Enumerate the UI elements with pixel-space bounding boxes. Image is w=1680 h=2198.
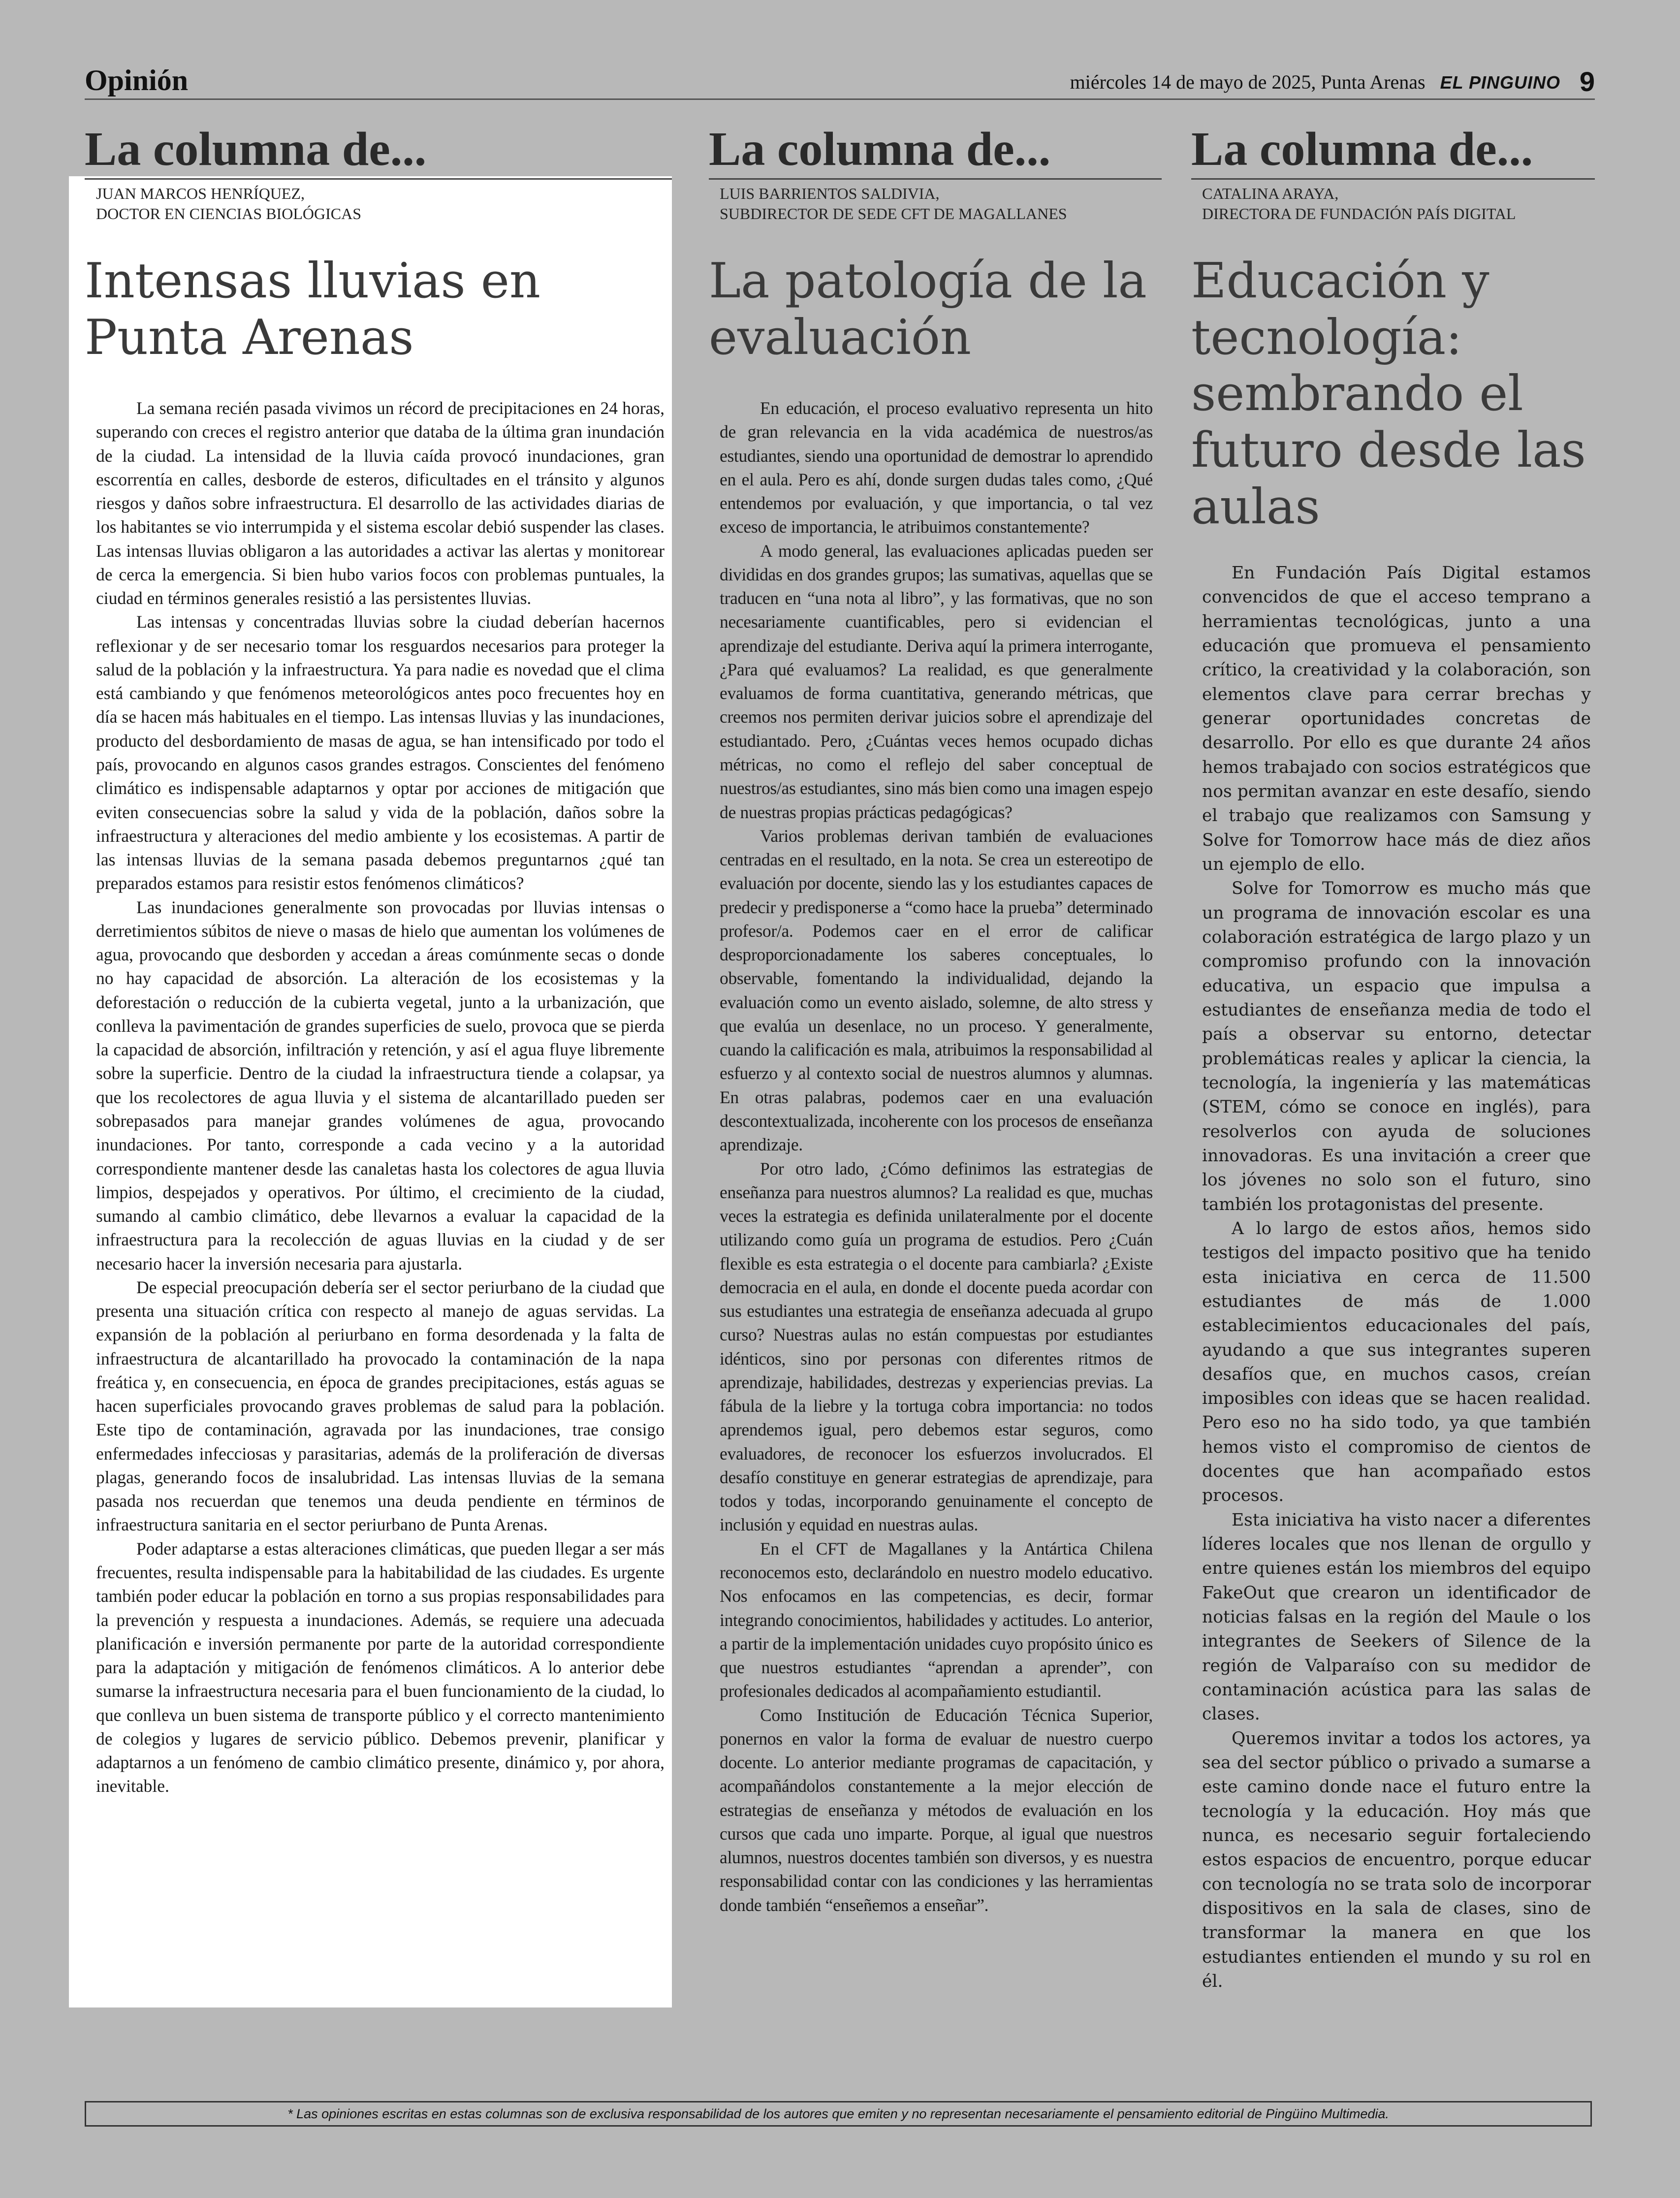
author-name: CATALINA ARAYA, <box>1202 184 1339 202</box>
kicker-rule <box>85 178 672 180</box>
footer-disclaimer: * Las opiniones escritas en estas columnas son de exclusiva responsabilidad de los autores que emiten y no representan necesariamente el pensamiento editorial de Pingüino Multimedia. <box>85 2101 1592 2127</box>
paragraph: En educación, el proceso evaluativo representa un hito de gran relevancia en la vida académica de nuestros/as estudiantes, siendo una oportunidad de demostrar lo aprendido en el aula. Pero es ahí, donde surgen dudas tales como, ¿Qué entendemos por evaluación, y que importancia, o tal vez exceso de importancia, le atribuimos constantemente? <box>720 398 1153 537</box>
article-body <box>720 396 1153 1917</box>
paragraph: Como Institución de Educación Técnica Superior, ponernos en valor la forma de evaluar de nuestro cuerpo docente. Lo anterior mediante programas de capacitación, y acompañándolos constantemente a la mejor elección de estrategias de enseñanza y métodos de evaluación en los cursos que cada uno imparte. Porque, al igual que nuestros alumnos, nuestros docentes también son diversos, y es nuestra responsabilidad contar con las condiciones y las herramientas donde también “enseñemos a enseñar”. <box>720 1705 1153 1915</box>
date-place: miércoles 14 de mayo de 2025, Punta Arenas <box>1070 71 1426 93</box>
column-kicker: La columna de... <box>85 123 427 176</box>
paragraph: Poder adaptarse a estas alteraciones climáticas, que pueden llegar a ser más frecuentes, resulta indispensable para la habitabilidad de las ciudades. Es urgente también poder educar la población en torno a sus propias responsabilidades para la prevención y respuesta a inundaciones. Además, se requiere una adecuada planificación e inversión permanente por parte de la autoridad correspondiente para la adaptación y mitigación de fenómenos climáticos. A lo anterior debe sumarse la infraestructura necesaria para el buen funcionamiento de la ciudad, lo que conlleva un buen sistema de transporte público y el correcto mantenimiento de colegios y lugares de servicio público. Debemos prevenir, planificar y adaptarnos a un fenómeno de cambio climático presente, dinámico y, por ahora, inevitable. <box>96 1538 665 1796</box>
kicker-rule <box>709 178 1162 180</box>
article-headline: La patología de la evaluación <box>709 253 1147 366</box>
kicker-rule <box>1191 178 1595 180</box>
article-headline: Intensas lluvias en Punta Arenas <box>85 253 540 366</box>
byline <box>1202 184 1595 224</box>
paragraph: Las intensas y concentradas lluvias sobre la ciudad deberían hacernos reflexionar y de ser necesario tomar los resguardos necesarios para proteger la salud de la población y la infraestructura. Ya para nadie es novedad que el clima está cambiando y que fenómenos meteorológicos antes poco frecuentes hoy en día se hacen más habituales en el tiempo. Las intensas lluvias y las inundaciones, producto del desbordamiento de masas de agua, se han intensificado por todo el país, provocando en algunos casos grandes estragos. Conscientes del fenómeno climático es indispensable adaptarnos y optar por acciones de mitigación que eviten consecuencias sobre la salud y vida de la población, daños sobre la infraestructura y alteraciones del medio ambiente y los ecosistemas. A partir de las intensas lluvias de la semana pasada debemos preguntarnos ¿qué tan preparados estamos para resistir estos fenómenos climáticos? <box>96 612 665 893</box>
opinion-column-2 <box>709 123 1162 1915</box>
page-number: 9 <box>1579 66 1595 97</box>
paragraph: Queremos invitar a todos los actores, ya sea del sector público o privado a sumarse a este camino donde nace el futuro entre la tecnología y la educación. Hoy más que nunca, es necesario seguir fortaleciendo estos espacios de encuentro, porque educar con tecnología no se trata solo de incorporar dispositivos en la sala de clases, sino de transformar la manera en que los estudiantes entienden el mundo y su rol en él. <box>1202 1728 1591 1992</box>
article-headline: Educación y tecnología: sembrando el futuro desde las aulas <box>1191 253 1586 535</box>
paragraph: Varios problemas derivan también de evaluaciones centradas en el resultado, en la nota. Se crea un estereotipo de evaluación por docente, siendo las y los estudiantes capaces de predecir y predisponerse a “como hace la prueba” determinado profesor/a. Podemos caer en el error de calificar desproporcionadamente los saberes conceptuales, lo observable, fomentando la individualidad, dejando la evaluación como un evento aislado, solemne, de alto stress y que evalúa un desenlace, no un proceso. Y generalmente, cuando la calificación es mala, atribuimos la responsabilidad al esfuerzo y al contexto social de nuestros alumnos y alumnas. En otras palabras, podemos caer en una evaluación descontextualizada, incoherente con los procesos de enseñanza aprendizaje. <box>720 826 1153 1155</box>
date-line <box>1070 70 1560 94</box>
paragraph: Solve for Tomorrow es mucho más que un programa de innovación escolar es una colaboración estratégica de largo plazo y un compromiso profundo con la innovación educativa, un espacio que impulsa a estudiantes de enseñanza media de todo el país a observar su entorno, detectar problemáticas reales y aplicar la ciencia, la tecnología, la ingeniería y las matemáticas (STEM, cómo se conoce en inglés), para resolverlos con ayuda de soluciones innovadoras. Es una invitación a creer que los jóvenes no solo son el futuro, sino también los protagonistas del presente. <box>1202 879 1591 1214</box>
paragraph: Por otro lado, ¿Cómo definimos las estrategias de enseñanza para nuestros alumnos? La realidad es que, muchas veces la estrategia es definida unilateralmente por el docente utilizando como guía un programa de estudios. Pero ¿Cuán flexible es esta estrategia o el docente para cambiarla? ¿Existe democracia en el aula, en donde el docente pueda acordar con sus estudiantes una estrategia de enseñanza adecuada al grupo curso? Nuestras aulas no están compuestas por estudiantes idénticos, sino por personas con diferentes ritmos de aprendizaje, habilidades, destrezas y experiencias previas. La fábula de la liebre y la tortuga cobra importancia: no todos aprendemos igual, pero debemos estar seguros, como evaluadores, de reconocer los esfuerzos involucrados. El desafío constituye en generar estrategias de aprendizaje, para todos y todas, incorporando genuinamente el concepto de inclusión y equidad en nuestras aulas. <box>720 1158 1153 1535</box>
author-role: SUBDIRECTOR DE SEDE CFT DE MAGALLANES <box>720 205 1067 223</box>
paragraph: A modo general, las evaluaciones aplicadas pueden ser divididas en dos grandes grupos; las sumativas, aquellas que se traducen en “una nota al libro”, y las formativas, que no son necesariamente cuantificables, pero si evidencian el aprendizaje del estudiante. Deriva aquí la primera interrogante, ¿Para qué evaluamos? La realidad, es que generalmente evaluamos de forma cuantitativa, generando métricas, que creemos nos permiten derivar juicios sobre el aprendizaje del estudiantado. Pero, ¿Cuántas veces hemos ocupado dichas métricas, no como el reflejo del saber conceptual de nuestros/as estudiantes, sino más bien como una imagen espejo de nuestras propias prácticas pedagógicas? <box>720 541 1153 822</box>
author-name: JUAN MARCOS HENRÍQUEZ, <box>96 184 305 202</box>
paragraph: Las inundaciones generalmente son provocadas por lluvias intensas o derretimientos súbitos de nieve o masas de hielo que aumentan los volúmenes de agua, provocando que desborden y accedan a áreas comúnmente secas o donde no hay capacidad de absorción. La alteración de los ecosistemas y la deforestación o reducción de la cubierta vegetal, junto a la urbanización, que conlleva la pavimentación de grandes superficies de suelo, provoca que se pierda la capacidad de absorción, infiltración y retención, y así el agua fluye libremente sobre la superficie. Dentro de la ciudad la infraestructura tiende a colapsar, ya que los recolectores de agua lluvia y el sistema de alcantarillado pueden ser sobrepasados para manejar grandes volúmenes de agua, provocando inundaciones. Por tanto, corresponde a cada vecino y a la autoridad correspondiente mantener desde las canaletas hasta los colectores de agua lluvia limpios, despejados y operativos. Por último, el crecimiento de la ciudad, sumando al cambio climático, debe llevarnos a evaluar la capacidad de la infraestructura para la recolección de aguas lluvias en la ciudad y de ser necesario hacer la inversión necesaria para ajustarla. <box>96 897 665 1274</box>
section-title: Opinión <box>85 64 189 96</box>
article-body <box>96 396 665 1798</box>
byline <box>720 184 1162 224</box>
opinion-column-1 <box>69 123 672 1796</box>
author-role: DOCTOR EN CIENCIAS BIOLÓGICAS <box>96 205 361 223</box>
paragraph: En el CFT de Magallanes y la Antártica Chilena reconocemos esto, declarándolo en nuestro modelo educativo. Nos enfocamos en las competencias, es decir, formar integrando conocimientos, habilidades y actitudes. Lo anterior, a partir de la implementación unidades cuyo propósito único es que nuestros estudiantes “aprendan a aprender”, con profesionales dedicados al acompañamiento estudiantil. <box>720 1538 1153 1701</box>
column-kicker: La columna de... <box>1191 123 1533 176</box>
article-body <box>1202 561 1591 1994</box>
opinion-column-3 <box>1191 123 1595 1992</box>
paragraph: Esta iniciativa ha visto nacer a diferentes líderes locales que nos llenan de orgullo y entre quienes están los miembros del equipo FakeOut que crearon un identificador de noticias falsas en la región del Maule o los integrantes de Seekers of Silence de la región de Valparaíso con su medidor de contaminación acústica para las salas de clases. <box>1202 1510 1591 1724</box>
paragraph: A lo largo de estos años, hemos sido testigos del impacto positivo que ha tenido esta iniciativa en cerca de 11.500 estudiantes de más de 1.000 establecimientos educacionales del país, ayudando a que sus integrantes superen desafíos que, en muchos casos, creían imposibles con ideas que se hacen realidad. Pero eso no ha sido todo, ya que también hemos visto el compromiso de cientos de docentes que han acompañado estos procesos. <box>1202 1218 1591 1506</box>
newspaper-logo: EL PINGUINO <box>1440 72 1560 93</box>
author-name: LUIS BARRIENTOS SALDIVIA, <box>720 184 940 202</box>
column-kicker: La columna de... <box>709 123 1051 176</box>
author-role: DIRECTORA DE FUNDACIÓN PAÍS DIGITAL <box>1202 205 1516 223</box>
page-header <box>85 59 1595 100</box>
byline <box>96 184 672 224</box>
paragraph: La semana recién pasada vivimos un récord de precipitaciones en 24 horas, superando con creces el registro anterior que databa de la última gran inundación de la ciudad. La intensidad de la lluvia caída provocó inundaciones, gran escorrentía en calles, desborde de esteros, dificultades en el tránsito y algunos riesgos y daños sobre infraestructura. El desarrollo de las actividades diarias de los habitantes se vio interrumpida y el sistema escolar debió suspender las clases. Las intensas lluvias obligaron a las autoridades a activar las alertas y monitorear de cerca la emergencia. Si bien hubo varios focos con problemas puntuales, la ciudad en términos generales resistió a las persistentes lluvias. <box>96 398 665 608</box>
paragraph: De especial preocupación debería ser el sector periurbano de la ciudad que presenta una situación crítica con respecto al manejo de aguas servidas. La expansión de la población al periurbano en forma desordenada y la falta de infraestructura de alcantarillado ha provocado la contaminación de la napa freática y, en consecuencia, en época de grandes precipitaciones, estás aguas se hacen superficiales provocando graves problemas de salud para la población. Este tipo de contaminación, agravada por las inundaciones, trae consigo enfermedades infecciosas y parasitarias, además de la proliferación de diversas plagas, generando focos de insalubridad. Las intensas lluvias de la semana pasada nos recuerdan que tenemos una deuda pendiente en términos de infraestructura sanitaria en el sector periurbano de Punta Arenas. <box>96 1277 665 1535</box>
paragraph: En Fundación País Digital estamos convencidos de que el acceso temprano a herramientas tecnológicas, junto a una educación que promueva el pensamiento crítico, la creatividad y la colaboración, son elementos clave para cerrar brechas y generar oportunidades concretas de desarrollo. Por ello es que durante 24 años hemos trabajado con socios estratégicos que nos permitan avanzar en este desafío, siendo el trabajo que realizamos con Samsung y Solve for Tomorrow hace más de diez años un ejemplo de ello. <box>1202 563 1591 874</box>
